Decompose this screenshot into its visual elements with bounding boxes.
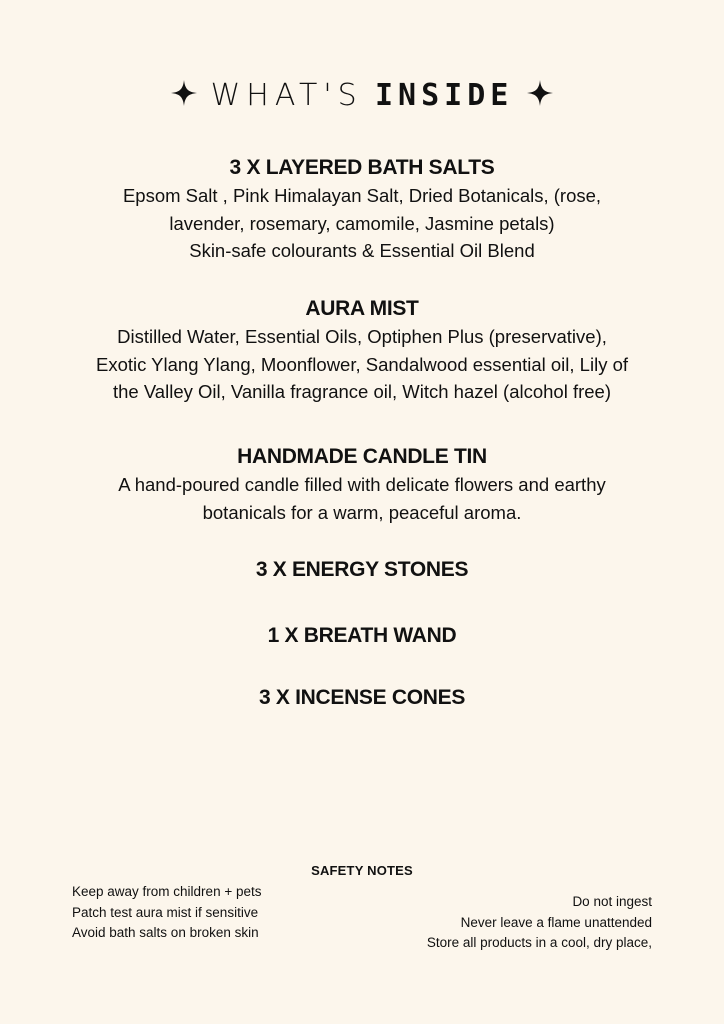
section-line: the Valley Oil, Vanilla fragrance oil, Witch hazel (alcohol free) (112, 381, 611, 402)
section-heading: HANDMADE CANDLE TIN (237, 445, 487, 468)
section-heading: 1 X BREATH WAND (267, 624, 457, 647)
section-heading: 3 X ENERGY STONES (255, 558, 469, 581)
section-candle-tin (40, 443, 684, 526)
title-bold-text: INSIDE (375, 78, 514, 113)
section-breath-wand (40, 622, 684, 650)
section-line: lavender, rosemary, camomile, Jasmine petals) (169, 212, 555, 234)
section-line: Distilled Water, Essential Oils, Optiphen Plus (preservative), (117, 326, 607, 347)
safety-note: Keep away from children + pets (72, 884, 262, 899)
safety-note: Store all products in a cool, dry place, (426, 935, 652, 950)
section-line: Exotic Ylang Ylang, Moonflower, Sandalwood essential oil, Lily of (95, 353, 629, 375)
safety-notes-left (72, 882, 261, 944)
safety-notes-title: SAFETY NOTES (311, 863, 413, 878)
sparkle-icon (527, 77, 553, 117)
section-heading: 3 X LAYERED BATH SALTS (229, 156, 495, 179)
section-heading: 3 X INCENSE CONES (258, 686, 466, 709)
section-aura-mist (40, 295, 684, 406)
title-light-text: WHAT'S (210, 78, 363, 113)
section-bath-salts (40, 154, 684, 265)
section-line: Epsom Salt , Pink Himalayan Salt, Dried Botanicals, (rose, (122, 185, 602, 206)
safety-note: Do not ingest (572, 894, 652, 909)
section-line: A hand-poured candle filled with delicate flowers and earthy (118, 474, 606, 495)
page-title (0, 76, 724, 117)
section-incense-cones (40, 684, 684, 712)
safety-note: Avoid bath salts on broken skin (72, 925, 259, 940)
section-line: botanicals for a warm, peaceful aroma. (202, 501, 522, 523)
sparkle-icon (171, 77, 197, 117)
section-line: Skin-safe colourants & Essential Oil Blend (189, 240, 535, 261)
safety-notes-right (427, 892, 652, 954)
safety-note: Patch test aura mist if sensitive (72, 904, 259, 920)
safety-note: Never leave a flame unattended (460, 914, 652, 930)
section-heading: AURA MIST (305, 297, 419, 320)
section-energy-stones (40, 556, 684, 584)
